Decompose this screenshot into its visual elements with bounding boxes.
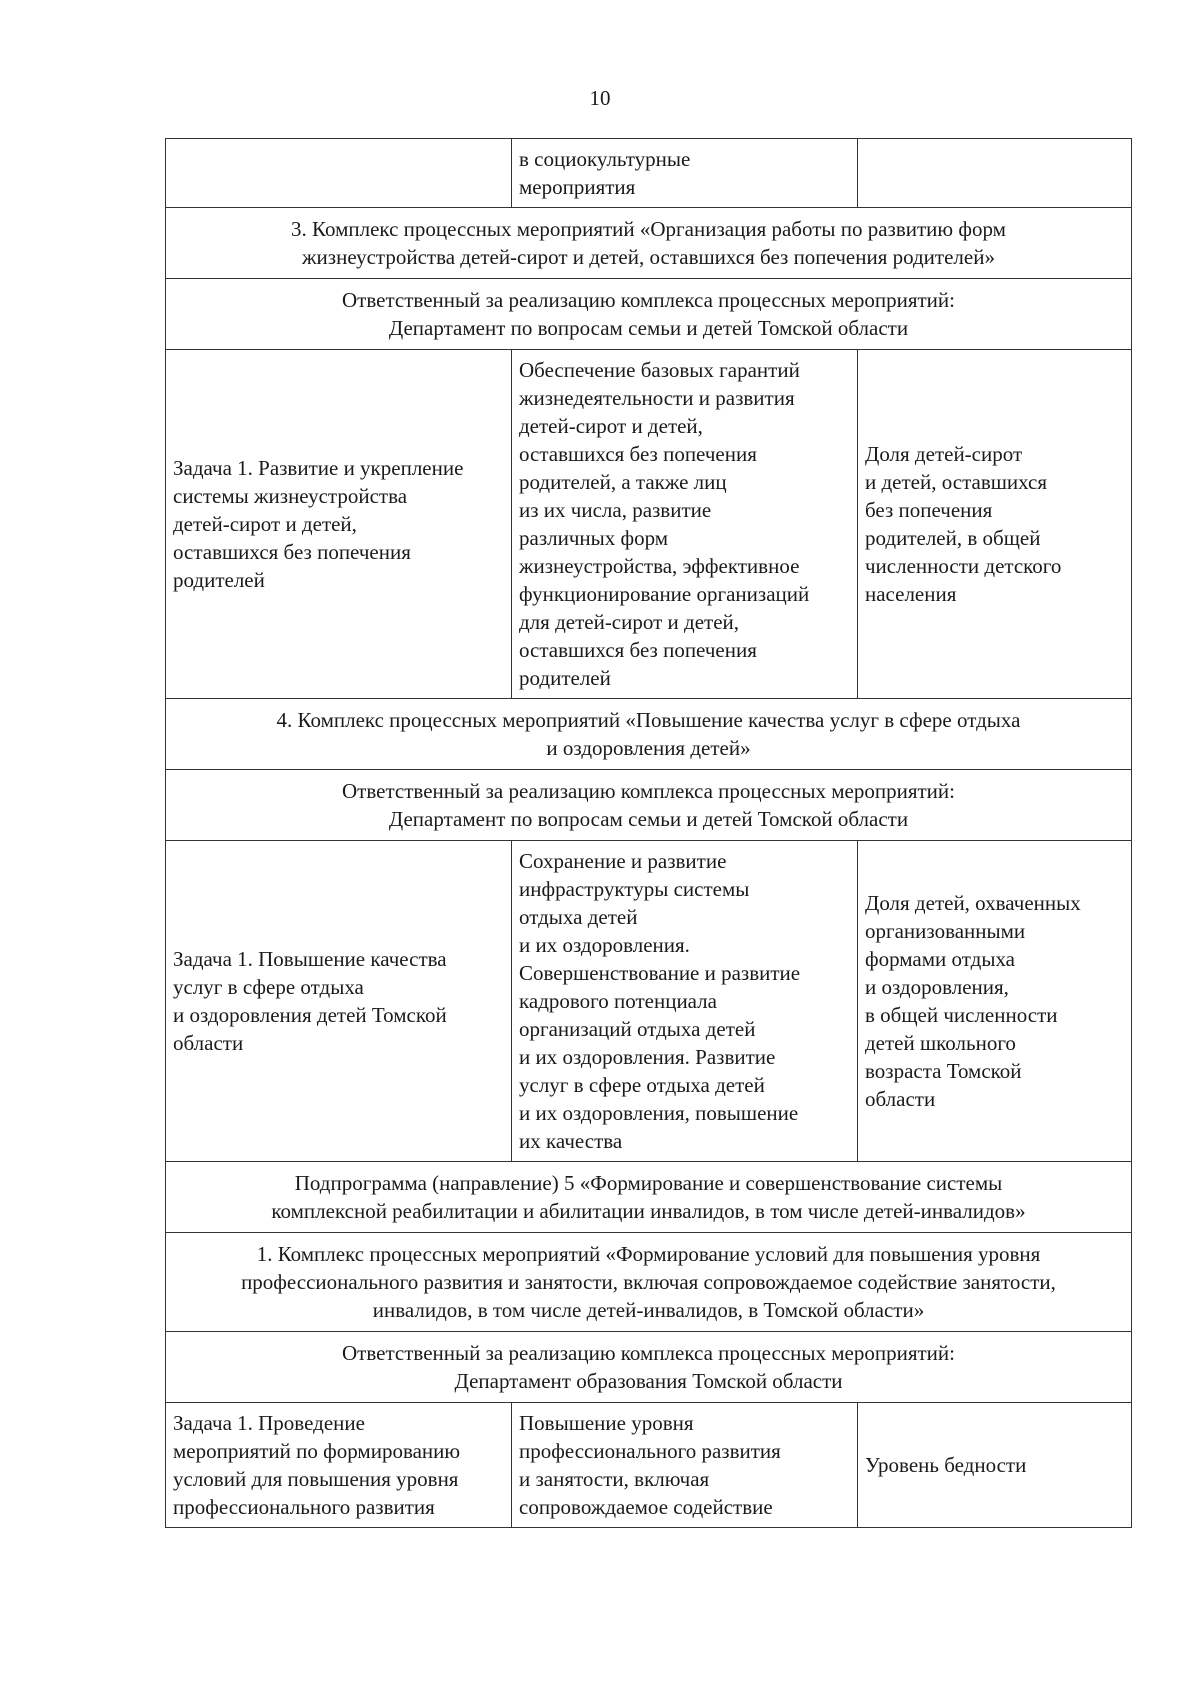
- responsible-row: [166, 770, 1132, 841]
- subprogram-header-cell: Подпрограмма (направление) 5 «Формирование и совершенствование системы комплексной реабилитации и абилитации инвалидов, в том числе детей-инвалидов»: [166, 1162, 1132, 1233]
- table-row: [166, 841, 1132, 1162]
- responsible-cell: Ответственный за реализацию комплекса процессных мероприятий: Департамент по вопросам семьи и детей Томской области: [166, 279, 1132, 350]
- task-cell: Задача 1. Повышение качества услуг в сфере отдыха и оздоровления детей Томской области: [166, 841, 512, 1162]
- page-number: 10: [589, 86, 611, 110]
- task-cell: Задача 1. Проведение мероприятий по формированию условий для повышения уровня профессионального развития: [166, 1403, 512, 1528]
- section-header-row: [166, 699, 1132, 770]
- indicator-cell: Доля детей-сирот и детей, оставшихся без попечения родителей, в общей численности детского населения: [858, 350, 1132, 699]
- indicator-cell: [858, 139, 1132, 208]
- content-cell: Сохранение и развитие инфраструктуры системы отдыха детей и их оздоровления. Совершенствование и развитие кадрового потенциала организаций отдыха детей и их оздоровления. Развитие услуг в сфере отдыха детей и их оздоровления, повышение их качества: [512, 841, 858, 1162]
- section-header-cell: 3. Комплекс процессных мероприятий «Организация работы по развитию форм жизнеустройства детей-сирот и детей, оставшихся без попечения родителей»: [166, 208, 1132, 279]
- responsible-cell: Ответственный за реализацию комплекса процессных мероприятий: Департамент образования Томской области: [166, 1332, 1132, 1403]
- table-row: [166, 139, 1132, 208]
- subprogram-header-row: [166, 1162, 1132, 1233]
- table-row: [166, 1403, 1132, 1528]
- section-header-row: [166, 1233, 1132, 1332]
- table-row: [166, 350, 1132, 699]
- content-cell: Повышение уровня профессионального развития и занятости, включая сопровождаемое содействие: [512, 1403, 858, 1528]
- responsible-cell: Ответственный за реализацию комплекса процессных мероприятий: Департамент по вопросам семьи и детей Томской области: [166, 770, 1132, 841]
- task-cell: [166, 139, 512, 208]
- section-header-row: [166, 208, 1132, 279]
- responsible-row: [166, 1332, 1132, 1403]
- section-header-cell: 1. Комплекс процессных мероприятий «Формирование условий для повышения уровня профессионального развития и занятости, включая сопровождаемое содействие занятости, инвалидов, в том числе детей-инвалидов, в Томской области»: [166, 1233, 1132, 1332]
- responsible-row: [166, 279, 1132, 350]
- indicator-cell: Доля детей, охваченных организованными формами отдыха и оздоровления, в общей численности детей школьного возраста Томской области: [858, 841, 1132, 1162]
- program-table: [165, 138, 1132, 1528]
- content-cell: в социокультурные мероприятия: [512, 139, 858, 208]
- indicator-cell: Уровень бедности: [858, 1403, 1132, 1528]
- section-header-cell: 4. Комплекс процессных мероприятий «Повышение качества услуг в сфере отдыха и оздоровления детей»: [166, 699, 1132, 770]
- task-cell: Задача 1. Развитие и укрепление системы жизнеустройства детей-сирот и детей, оставшихся без попечения родителей: [166, 350, 512, 699]
- content-cell: Обеспечение базовых гарантий жизнедеятельности и развития детей-сирот и детей, оставшихся без попечения родителей, а также лиц из их числа, развитие различных форм жизнеустройства, эффективное функционирование организаций для детей-сирот и детей, оставшихся без попечения родителей: [512, 350, 858, 699]
